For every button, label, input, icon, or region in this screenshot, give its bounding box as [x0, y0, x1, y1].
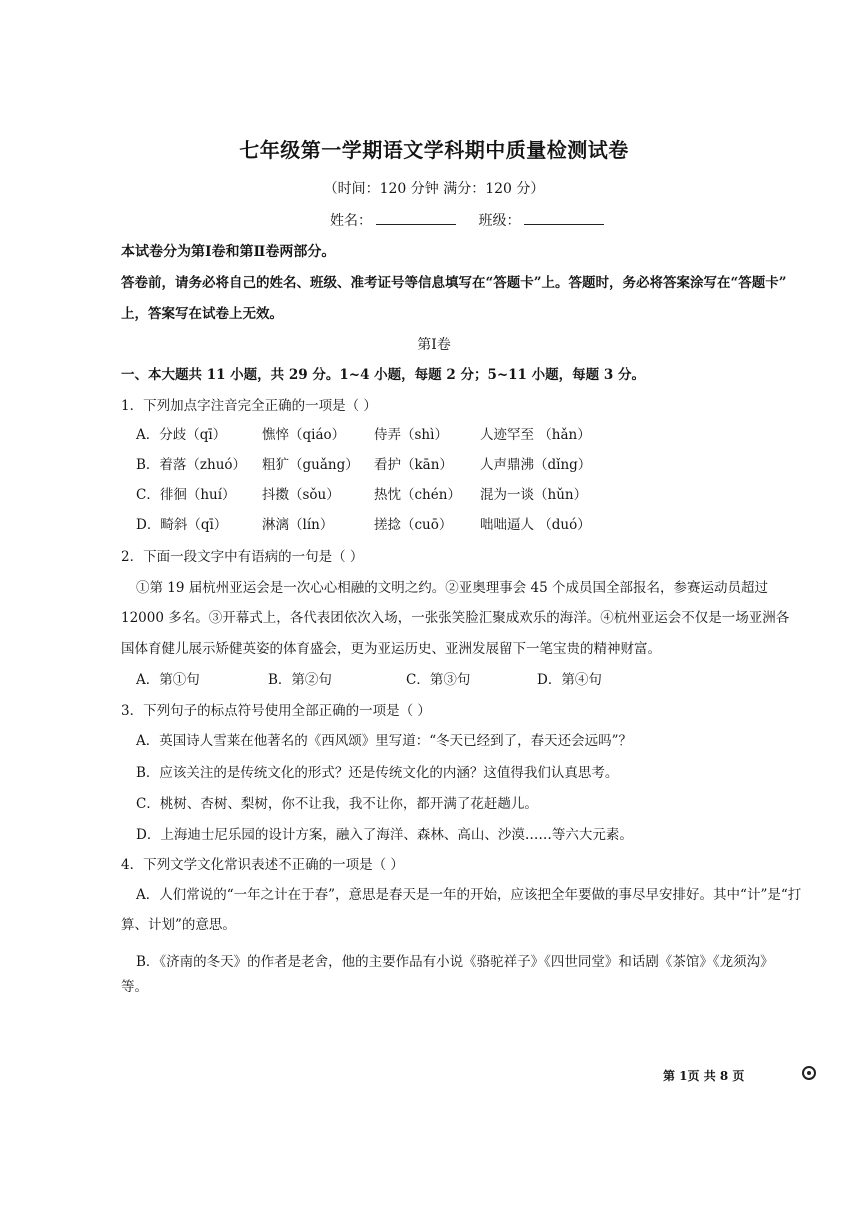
copyright-circle-icon: [802, 1066, 816, 1080]
q4-option-b-line-2: 等。: [121, 979, 148, 995]
q1-row-d-word-1: D．畸斜（qī）: [136, 517, 228, 533]
time-info: （时间：120 分钟 满分：120 分）: [323, 181, 545, 197]
q4-option-b-line-1: B．《济南的冬天》的作者是老舍，他的主要作品有小说《骆驼祥子》《四世同堂》和话剧《茶馆》《龙须沟》: [136, 954, 774, 970]
class-label: 班级：: [478, 213, 521, 229]
note-line-1: 本试卷分为第Ⅰ卷和第Ⅱ卷两部分。: [121, 244, 336, 260]
name-blank: [376, 210, 456, 225]
exam-title: 七年级第一学期语文学科期中质量检测试卷: [239, 138, 629, 162]
section-intro: 一、本大题共 11 小题，共 29 分。1~4 小题，每题 2 分；5~11 小题，每题 3 分。: [121, 367, 645, 383]
section-heading: 第Ⅰ卷: [417, 337, 451, 353]
q1-row-d-word-2: 淋漓（lín）: [262, 517, 334, 533]
q2-passage-line-1: ①第 19 届杭州亚运会是一次心心相融的文明之约。②亚奥理事会 45 个成员国全部报名，参赛运动员超过: [136, 580, 769, 596]
page-number: 第 1页 共 8 页: [663, 1069, 745, 1083]
q3-option-a: A．英国诗人雪莱在他著名的《西风颂》里写道：“冬天已经到了，春天还会远吗”？: [136, 733, 633, 749]
q2-option-d: D．第④句: [537, 672, 602, 688]
q1-row-b-word-1: B．着落（zhuó）: [136, 457, 247, 473]
q1-row-a-word-2: 憔悴（qiáo）: [262, 427, 346, 443]
q2-stem: 2．下面一段文字中有语病的一句是（ ）: [121, 549, 364, 565]
q4-option-a-line-1: A．人们常说的“一年之计在于春”，意思是春天是一年的开始，应该把全年要做的事尽早安排好。其中“计”是“打: [136, 887, 802, 903]
q1-row-c-word-3: 热忱（chén）: [374, 487, 461, 503]
q1-row-a-word-4: 人迹罕至 （hǎn）: [480, 427, 591, 443]
q1-row-b-word-2: 粗犷（guǎng）: [262, 457, 359, 473]
q1-row-c-word-1: C．徘徊（huí）: [136, 487, 236, 503]
name-label: 姓名：: [330, 213, 372, 229]
q1-row-a-word-1: A．分歧（qī）: [136, 427, 227, 443]
q2-passage-line-3: 国体育健儿展示矫健英姿的体育盛会，更为亚运历史、亚洲发展留下一笔宝贵的精神财富。: [121, 641, 661, 657]
q1-row-d-word-3: 搓捻（cuō）: [374, 517, 453, 533]
q3-option-b: B．应该关注的是传统文化的形式？还是传统文化的内涵？这值得我们认真思考。: [136, 765, 619, 781]
q4-stem: 4．下列文学文化常识表述不正确的一项是（ ）: [121, 857, 404, 873]
q1-stem: 1．下列加点字注音完全正确的一项是（ ）: [121, 398, 377, 414]
q1-row-d-word-4: 咄咄逼人 （duó）: [480, 517, 591, 533]
q2-option-c: C．第③句: [406, 672, 471, 688]
q2-passage-line-2: 12000 多名。③开幕式上，各代表团依次入场，一张张笑脸汇聚成欢乐的海洋。④杭州亚运会不仅是一场亚洲各: [121, 610, 790, 626]
note-line-3: 上，答案写在试卷上无效。: [121, 306, 283, 322]
q2-option-a: A．第①句: [136, 672, 200, 688]
note-line-2: 答卷前，请务必将自己的姓名、班级、准考证号等信息填写在“答题卡”上。答题时，务必将答案涂写在“答题卡”: [121, 275, 787, 291]
q4-option-a-line-2: 算、计划”的意思。: [121, 917, 236, 933]
q1-row-a-word-3: 侍弄（shì）: [374, 427, 448, 443]
q1-row-b-word-3: 看护（kān）: [374, 457, 453, 473]
q1-row-b-word-4: 人声鼎沸（dǐng）: [480, 457, 592, 473]
q3-option-c: C．桃树、杏树、梨树，你不让我，我不让你，都开满了花赶趟儿。: [136, 796, 538, 812]
q3-stem: 3．下列句子的标点符号使用全部正确的一项是（ ）: [121, 703, 431, 719]
q1-row-c-word-2: 抖擞（sǒu）: [262, 487, 340, 503]
student-info-row: [330, 210, 612, 230]
q1-row-c-word-4: 混为一谈（hǔn）: [480, 487, 588, 503]
class-blank: [524, 210, 604, 225]
q2-option-b: B．第②句: [268, 672, 332, 688]
q3-option-d: D．上海迪士尼乐园的设计方案，融入了海洋、森林、高山、沙漠……等六大元素。: [136, 827, 633, 843]
